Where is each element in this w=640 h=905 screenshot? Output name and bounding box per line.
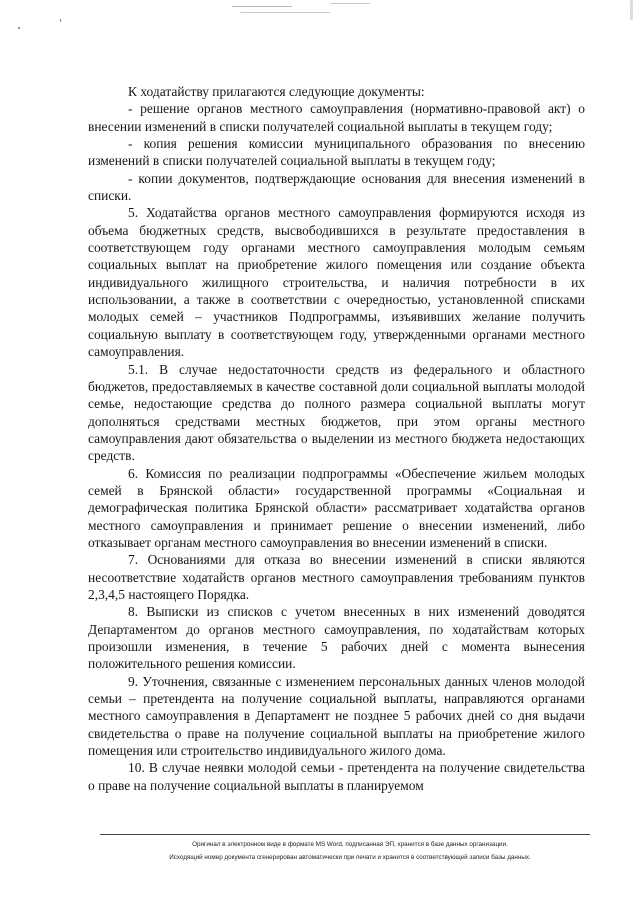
footer-note bbox=[90, 838, 610, 864]
footer-divider bbox=[100, 834, 590, 835]
footer-line-number: Исходящий номер документа сгенерирован автоматически при печати и хранится в соответствующей записи базы данных. bbox=[169, 854, 531, 861]
attachment-item: - копия решения комиссии муниципального образования по внесению изменений в списки получателей социальной выплаты в текущем году; bbox=[88, 136, 585, 169]
clause-8: 8. Выписки из списков с учетом внесенных в них изменений доводятся Департаментом до органов местного самоуправления, по ходатайствам которых произошли изменения, в течение 5 рабочих дней с момента вынесения положительного решения комиссии. bbox=[88, 604, 585, 672]
clause-6: 6. Комиссия по реализации подпрограммы «Обеспечение жильем молодых семей в Брянской области» государственной программы «Социальная и демографическая политика Брянской области» рассматривает ходатайства органов местного самоуправления и принимает решение о внесении изменений, либо отказывает органам местного самоуправления во внесении изменений в списки. bbox=[88, 465, 585, 550]
attachment-item: - копии документов, подтверждающие основания для внесения изменений в списки. bbox=[88, 170, 585, 204]
clause-5-1: 5.1. В случае недостаточности средств из федерального и областного бюджетов, предоставляемых в качестве составной доли социальной выплаты молодой семье, недостающие средства до полного размера социальной выплаты могут дополняться средствами местных бюджетов, при этом органы местного самоуправления дают обязательства о выделении из местного бюджета недостающих средств. bbox=[88, 361, 585, 464]
attachments-intro: К ходатайству прилагаются следующие документы: bbox=[128, 84, 425, 99]
footer-line-original: Оригинал в электронном виде в формате MS Word, подписанная ЭП, хранится в базе данных организации. bbox=[192, 841, 508, 848]
scan-artifacts bbox=[0, 0, 640, 22]
clause-9: 9. Уточнения, связанные с изменением персональных данных членов молодой семьи – претендента на получение социальной выплаты, направляются органами местного самоуправления в Департамент не позднее 5 рабочих дней со дня выдачи свидетельства о праве на получение социальной выплаты на приобретение жилого помещения или строительство индивидуального жилого дома. bbox=[88, 673, 585, 759]
clause-5: 5. Ходатайства органов местного самоуправления формируются исходя из объема бюджетных средств, высвободившихся в результате предоставления в соответствующем году органами местного самоуправления молодым семьям социальных выплат на приобретение жилого помещения или создание объекта индивидуального жилищного строительства, и наличия потребности в их использовании, а также в соответствии с очередностью, установленной списками молодых семей – участников Подпрограммы, изъявивших желание получить социальную выплату в соответствующем году, утвержденными органами местного самоуправления. bbox=[88, 205, 585, 360]
attachment-item: - решение органов местного самоуправления (нормативно-правовой акт) о внесении изменений в списки получателей социальной выплаты в текущем году; bbox=[88, 101, 585, 134]
clause-7: 7. Основаниями для отказа во внесении изменений в списки являются несоответствие ходатайств органов местного самоуправления требованиям пунктов 2,3,4,5 настоящего Порядка. bbox=[88, 552, 585, 602]
clause-10: 10. В случае неявки молодой семьи - претендента на получение свидетельства о праве на получение социальной выплаты в планируемом bbox=[88, 760, 585, 793]
document-body bbox=[88, 83, 585, 794]
